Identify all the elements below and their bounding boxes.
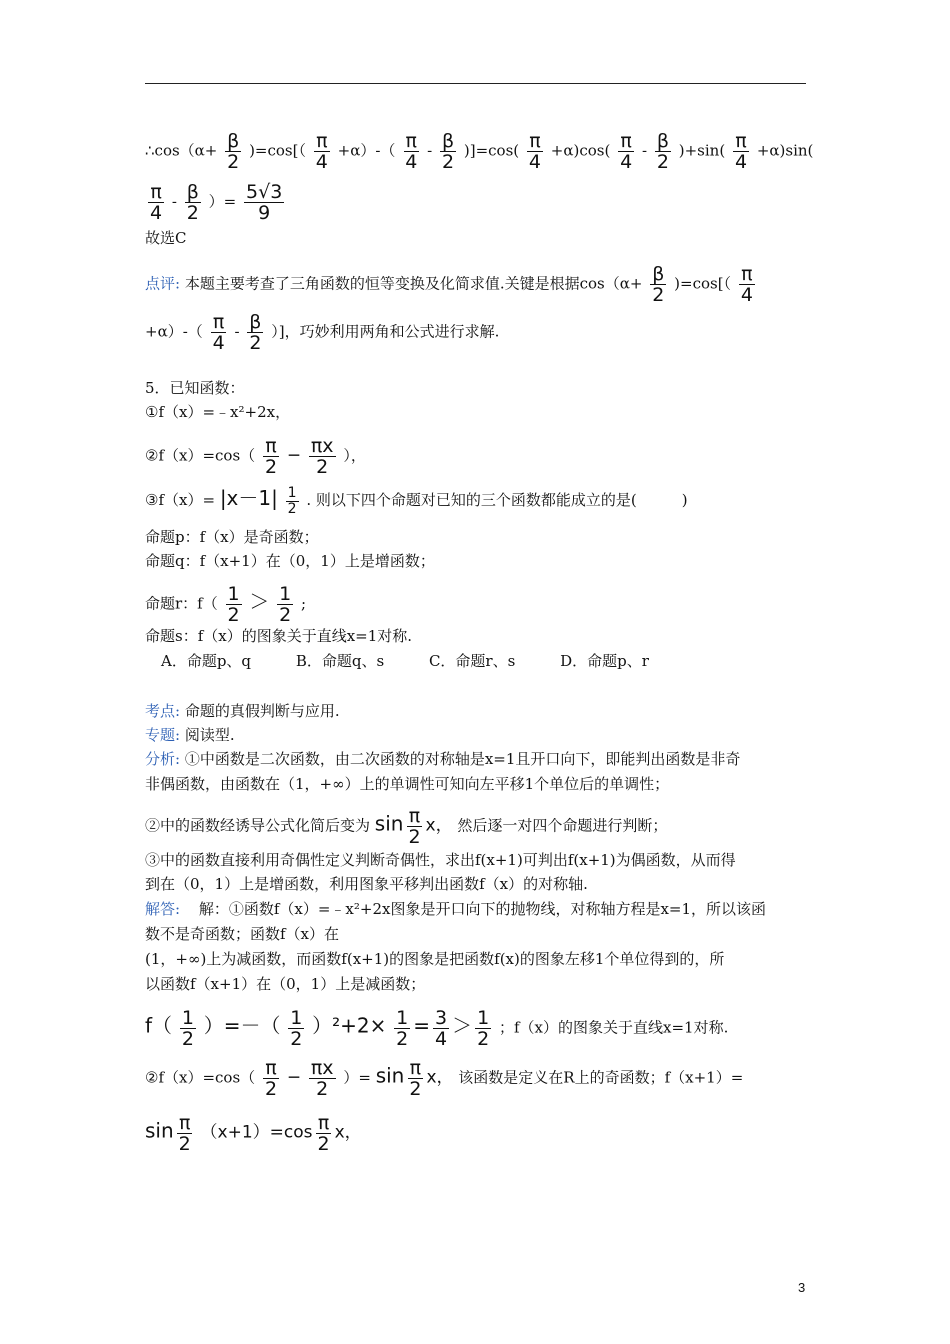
abs-expression: |x－1| — [219, 486, 278, 510]
fraction-denominator: 4 — [528, 151, 541, 173]
fraction-denominator: 2 — [227, 151, 240, 173]
fenxi-line-2: 非偶函数，由函数在（1，+∞）上的单调性可知向左平移1个单位后的单调性； — [145, 775, 670, 793]
fenxi-line-3 — [145, 806, 667, 847]
text: = — [413, 1013, 431, 1038]
fraction — [247, 312, 263, 353]
fraction-denominator: 2 — [227, 604, 240, 626]
text: - — [171, 192, 177, 211]
zhuanti-line — [145, 725, 235, 745]
fraction — [403, 131, 419, 172]
fraction — [263, 1058, 279, 1099]
option-d: D．命题p、r — [560, 652, 649, 670]
fraction-denominator: 2 — [181, 1028, 194, 1050]
fraction — [309, 436, 336, 477]
text: 然后逐一对四个命题进行判断； — [457, 816, 668, 835]
fraction-denominator: 2 — [317, 1133, 330, 1155]
fraction — [263, 436, 279, 477]
text: x， — [425, 815, 453, 836]
jieda-line-1 — [145, 899, 766, 919]
text: 解：①函数f（x）=﹣x²+2x图象是开口向下的抛物线，对称轴方程是x=1，所以该函 — [198, 900, 767, 918]
text: ＞ — [452, 1013, 473, 1038]
fraction-numerator: π — [316, 130, 328, 152]
fraction-numerator: β — [652, 263, 665, 285]
fraction-denominator: 2 — [441, 151, 455, 173]
text: )]=cos( — [463, 141, 520, 160]
fraction — [650, 264, 666, 305]
text: )+sin( — [678, 141, 726, 160]
fraction-denominator: 4 — [315, 151, 328, 173]
fraction-numerator: β — [227, 130, 240, 152]
text: +α）-（ — [145, 322, 203, 341]
fraction — [288, 1008, 304, 1049]
text: ）]，巧妙利用两角和公式进行求解. — [271, 322, 500, 341]
fraction-denominator: 2 — [652, 284, 665, 306]
fraction-numerator: π — [405, 130, 417, 152]
text: 阅读型. — [184, 726, 235, 744]
fraction — [655, 131, 671, 172]
sol4-equation-line-1 — [145, 131, 813, 172]
text: 命题的真假判断与应用. — [184, 702, 340, 720]
text: +α)sin( — [756, 141, 814, 160]
fraction-denominator: 2 — [287, 501, 297, 517]
fraction-denominator: 2 — [409, 1078, 422, 1100]
fraction-denominator: 2 — [264, 1078, 278, 1100]
fraction-numerator: 3 — [435, 1007, 448, 1029]
fraction-denominator: 4 — [405, 151, 418, 173]
fraction-numerator: πx — [310, 435, 334, 457]
option-a: A．命题p、q — [161, 652, 252, 670]
text: ①中函数是二次函数，由二次函数的对称轴是x=1且开口向下，即能判出函数是非奇 — [184, 750, 741, 768]
fraction-numerator: 5√3 — [246, 181, 283, 203]
fraction-numerator: π — [178, 1112, 191, 1134]
fraction — [277, 584, 293, 625]
fraction-numerator: β — [441, 130, 455, 152]
kaodian-line — [145, 701, 340, 721]
text: ②中的函数经诱导公式化简后变为 — [145, 816, 371, 835]
answer-options — [161, 651, 689, 671]
text: - — [641, 141, 648, 160]
text: ）=－（ — [203, 1013, 281, 1038]
fenxi-line-1 — [145, 749, 740, 769]
text: 该函数是定义在R上的奇函数；f（x+1）= — [458, 1068, 744, 1087]
proposition-s: 命题s：f（x）的图象关于直线x=1对称. — [145, 627, 413, 645]
jieda-line-4: 以函数f（x+1）在（0，1）上是减函数； — [145, 975, 426, 993]
fraction-numerator: 1 — [181, 1007, 194, 1029]
fraction — [185, 182, 201, 223]
fenxi-label: 分析: — [145, 750, 181, 768]
text: （x+1）=cos — [200, 1122, 313, 1143]
fraction-denominator: 2 — [396, 1028, 409, 1050]
fraction-denominator: 4 — [212, 332, 225, 354]
fraction-numerator: β — [249, 311, 262, 333]
comment-label: 点评: — [145, 274, 181, 293]
jieda-label: 解答: — [145, 900, 181, 918]
text: ；f（x）的图象关于直线x=1对称. — [499, 1018, 729, 1037]
fraction-numerator: π — [735, 130, 747, 152]
fraction-denominator: 4 — [150, 202, 163, 224]
fraction — [475, 1008, 491, 1049]
fraction — [314, 131, 330, 172]
fenxi-line-4: ③中的函数直接利用奇偶性定义判断奇偶性，求出f(x+1)可判出f(x+1)为偶函数，从而得 — [145, 851, 736, 869]
fraction-numerator: 1 — [477, 1007, 490, 1029]
fraction-numerator: πx — [310, 1057, 334, 1079]
fraction — [406, 806, 422, 847]
fraction-denominator: 4 — [734, 151, 748, 173]
function-3 — [145, 486, 688, 517]
text: ②f（x）=cos（ — [145, 1068, 256, 1087]
fraction — [394, 1008, 410, 1049]
text: x， — [426, 1067, 454, 1088]
function-1: ①f（x）=﹣x²+2x， — [145, 403, 291, 421]
text: ）， — [343, 446, 366, 465]
text: ）²+2× — [312, 1013, 387, 1038]
text: )=cos[（ — [249, 141, 306, 160]
fraction-denominator: 2 — [264, 456, 278, 478]
fraction — [177, 1113, 193, 1154]
text: ; — [301, 594, 307, 613]
fraction — [739, 264, 755, 305]
fenxi-line-5: 到在（0，1）上是增函数，利用图象平移判出函数f（x）的对称轴. — [145, 875, 588, 893]
fraction-numerator: β — [186, 181, 199, 203]
jieda-line-5 — [145, 1008, 728, 1049]
text: ）= — [208, 192, 237, 211]
text: ∴cos（α+ — [145, 141, 218, 160]
zhuanti-label: 专题: — [145, 726, 181, 744]
fraction-numerator: π — [408, 805, 421, 827]
fraction — [211, 312, 227, 353]
fraction-numerator: π — [265, 1057, 277, 1079]
text: sin — [374, 811, 404, 836]
proposition-q: 命题q：f（x+1）在（0，1）上是增函数； — [145, 552, 435, 570]
fraction-numerator: 1 — [279, 583, 292, 605]
fraction-denominator: 2 — [178, 1133, 191, 1155]
text: 本题主要考查了三角函数的恒等变换及化简求值.关键是根据cos（α+ — [184, 274, 643, 293]
jieda-line-7 — [145, 1113, 362, 1154]
jieda-line-2: 数不是奇函数；函数f（x）在 — [145, 925, 340, 943]
fraction-numerator: 1 — [287, 485, 297, 501]
text: ＞ — [249, 589, 270, 614]
exponent-fraction — [286, 486, 299, 517]
text: ③f（x）= — [145, 491, 216, 509]
fraction — [527, 131, 543, 172]
fraction-denominator: 2 — [249, 332, 262, 354]
text: ）= — [343, 1068, 371, 1087]
fraction-numerator: π — [150, 181, 162, 203]
fraction-numerator: 1 — [227, 583, 240, 605]
fraction — [316, 1113, 332, 1154]
function-2 — [145, 436, 366, 477]
kaodian-label: 考点: — [145, 702, 181, 720]
fraction-numerator: β — [656, 130, 669, 152]
answer-choice: 故选C — [145, 229, 187, 247]
text: sin — [375, 1063, 405, 1088]
fraction-numerator: π — [212, 311, 225, 333]
fraction-denominator: 4 — [740, 284, 753, 306]
text: +α)cos( — [550, 141, 611, 160]
fraction — [433, 1008, 449, 1049]
fraction-denominator: 4 — [620, 151, 633, 173]
comment-line-2 — [145, 312, 499, 353]
fraction-denominator: 2 — [316, 456, 329, 478]
fraction — [733, 131, 749, 172]
fraction-denominator: 4 — [435, 1028, 448, 1050]
text: − — [286, 1067, 302, 1088]
comment-line-1 — [145, 264, 758, 305]
text: - — [427, 141, 433, 160]
text: ②f（x）=cos（ — [145, 446, 256, 465]
fraction-denominator: 9 — [258, 202, 271, 224]
jieda-line-6 — [145, 1058, 743, 1099]
text: sin — [145, 1118, 174, 1143]
fraction — [226, 584, 242, 625]
header-rule — [145, 83, 806, 84]
fraction — [440, 131, 456, 172]
fraction-numerator: π — [529, 130, 541, 152]
text: - — [234, 322, 240, 341]
fraction-numerator: π — [265, 435, 277, 457]
fraction-denominator: 2 — [290, 1028, 303, 1050]
fraction-denominator: 2 — [477, 1028, 490, 1050]
question-5-title: 5．已知函数： — [145, 379, 245, 397]
text: x， — [334, 1122, 362, 1143]
text: 命题r：f（ — [145, 594, 218, 613]
fraction — [180, 1008, 196, 1049]
sol4-equation-line-2 — [145, 182, 287, 223]
fraction-denominator: 2 — [186, 202, 199, 224]
text: . 则以下四个命题对已知的三个函数都能成立的是( ) — [306, 491, 688, 509]
fraction-denominator: 2 — [656, 151, 669, 173]
proposition-p: 命题p：f（x）是奇函数； — [145, 528, 319, 546]
fraction — [309, 1058, 336, 1099]
fraction-numerator: π — [741, 263, 753, 285]
fraction — [225, 131, 241, 172]
fraction — [148, 182, 164, 223]
option-c: C．命题r、s — [428, 652, 516, 670]
jieda-line-3: (1，+∞)上为减函数，而函数f(x+1)的图象是把函数f(x)的图象左移1个单位得到的，所 — [145, 950, 725, 968]
text: − — [286, 445, 302, 466]
fraction-numerator: 1 — [396, 1007, 409, 1029]
fraction — [407, 1058, 423, 1099]
text: f（ — [145, 1013, 173, 1038]
fraction-numerator: π — [620, 130, 632, 152]
fraction-numerator: π — [409, 1057, 422, 1079]
fraction-numerator: 1 — [290, 1007, 303, 1029]
proposition-r — [145, 584, 306, 625]
fraction — [618, 131, 634, 172]
option-b: B．命题q、s — [295, 652, 385, 670]
text: )=cos[（ — [674, 274, 732, 293]
fraction — [244, 182, 284, 223]
text: +α）-（ — [337, 141, 396, 160]
fraction-denominator: 2 — [408, 826, 421, 848]
fraction-numerator: π — [317, 1112, 330, 1134]
page-number: 3 — [798, 1280, 806, 1295]
fraction-denominator: 2 — [316, 1078, 329, 1100]
fraction-denominator: 2 — [279, 604, 292, 626]
